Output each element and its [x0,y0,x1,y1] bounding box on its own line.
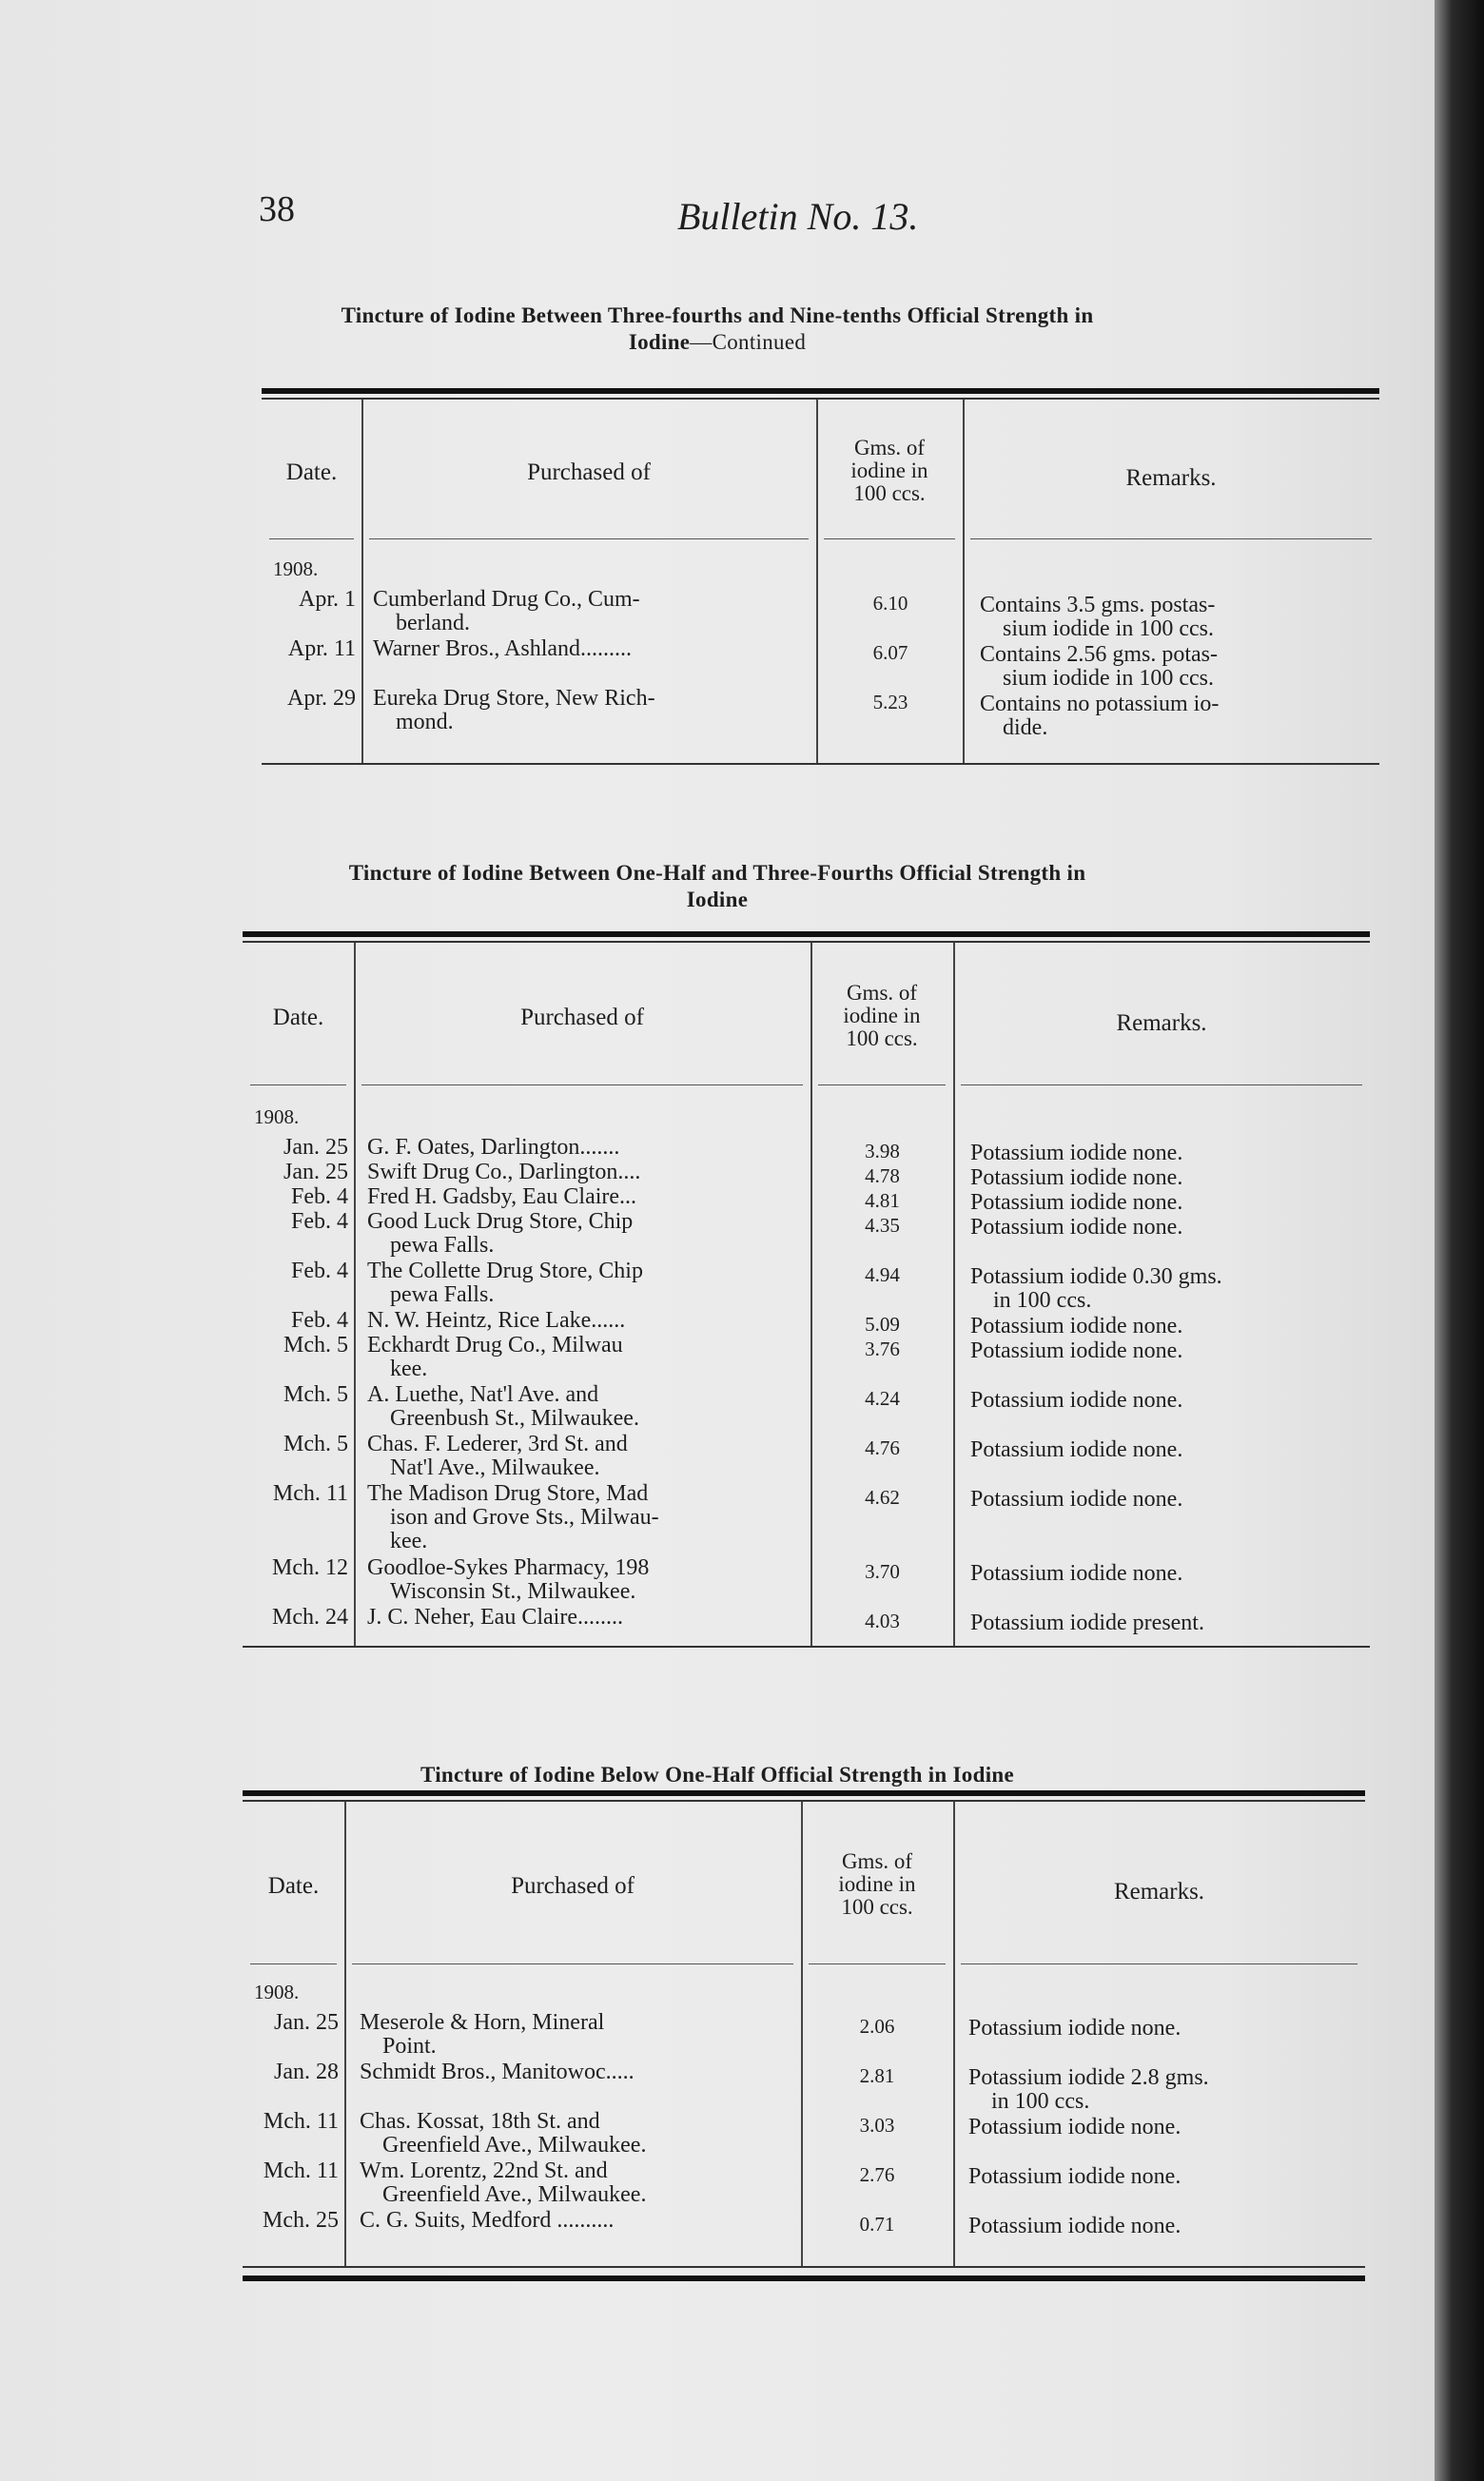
remarks-text: Potassium iodide none. [970,1314,1183,1338]
row-remarks [968,2116,1368,2139]
column-header-remarks: Remarks. [1113,1879,1205,1905]
remarks-continued: dide. [1003,715,1048,740]
page-number: 38 [259,189,295,229]
purchased-continued: Greenbush St., Milwaukee. [390,1406,639,1431]
row-date: Jan. 25 [283,1135,348,1160]
row-remarks [980,594,1379,641]
purchased-continued: Wisconsin St., Milwaukee. [390,1579,636,1604]
row-remarks [968,2165,1368,2189]
row-gms-iodine: 4.24 [865,1387,900,1410]
row-gms-iodine: 5.09 [865,1313,900,1336]
remarks-text: Potassium iodide none. [970,1165,1183,1190]
purchased-continued: pewa Falls. [390,1233,495,1258]
header-underline [961,1963,1357,1964]
row-date: Mch. 12 [272,1555,348,1580]
table-title-line: Tincture of Iodine Between One-Half and Three-Fourths Official Strength in [348,861,1086,885]
row-purchased-of [373,637,810,661]
purchased-text: Eureka Drug Store, New Rich- [373,686,655,711]
row-purchased-of [367,1334,805,1381]
row-gms-iodine: 2.06 [859,2015,895,2038]
gms-header-line: Gms. of [846,980,918,1005]
row-purchased-of [367,1606,805,1630]
row-date: Mch. 25 [263,2208,339,2233]
purchased-text: Swift Drug Co., Darlington.... [367,1160,641,1184]
row-date: Apr. 11 [287,636,356,661]
header-underline [352,1963,793,1964]
purchased-text: C. G. Suits, Medford .......... [360,2208,615,2233]
gms-header-line: Gms. of [841,1849,913,1873]
header-underline [824,538,955,539]
remarks-continued: sium iodide in 100 ccs. [1003,616,1214,641]
row-purchased-of [373,588,810,635]
purchased-continued: berland. [396,611,470,635]
column-divider [953,1802,955,2266]
header-underline [250,1084,346,1085]
row-gms-iodine: 2.76 [859,2163,895,2186]
column-header-gms [801,1850,953,1919]
header-underline [269,538,354,539]
purchased-continued: mond. [396,710,454,734]
remarks-text: Potassium iodide none. [968,2016,1181,2041]
gms-header-line: 100 ccs. [853,481,926,505]
row-remarks [970,1265,1370,1313]
remarks-text: Potassium iodide none. [970,1190,1183,1215]
gms-header-line: iodine in [850,459,928,482]
table-top-thin-rule [243,1800,1365,1802]
year-label: 1908. [254,1105,300,1128]
row-gms-iodine: 4.78 [865,1164,900,1187]
purchased-text: Eckhardt Drug Co., Milwau [367,1333,623,1358]
row-remarks [980,643,1379,691]
row-purchased-of [367,1161,805,1184]
remarks-text: Potassium iodide none. [970,1338,1183,1363]
purchased-continued: ison and Grove Sts., Milwau- [390,1505,659,1530]
remarks-text: Potassium iodide 0.30 gms. [970,1264,1222,1289]
remarks-text: Contains no potassium io- [980,692,1220,716]
row-date: Jan. 28 [274,2060,339,2084]
header-underline [970,538,1372,539]
book-spine-shadow [1435,0,1484,2481]
column-header-date: Date. [272,1004,324,1030]
table-section [0,860,1435,1665]
row-date: Feb. 4 [291,1209,348,1234]
table-bottom-rule [243,2266,1365,2268]
row-gms-iodine: 4.35 [865,1214,900,1237]
row-gms-iodine: 4.62 [865,1486,900,1509]
purchased-text: Schmidt Bros., Manitowoc..... [360,2060,635,2084]
row-gms-iodine: 4.03 [865,1610,900,1632]
remarks-text: Potassium iodide 2.8 gms. [968,2065,1209,2090]
column-header-purchased: Purchased of [527,459,651,485]
purchased-text: Goodloe-Sykes Pharmacy, 198 [367,1555,650,1580]
column-divider [953,943,955,1646]
purchased-text: A. Luethe, Nat'l Ave. and [367,1382,599,1407]
column-header-purchased: Purchased of [520,1004,644,1030]
table-bottom-rule [243,1646,1370,1648]
row-date: Feb. 4 [291,1184,348,1209]
table-top-rule [262,388,1379,394]
remarks-text: Potassium iodide none. [970,1561,1183,1586]
table-bottom-rule [262,763,1379,765]
row-purchased-of [360,2011,797,2059]
row-gms-iodine: 5.23 [872,691,908,713]
remarks-text: Potassium iodide none. [968,2164,1181,2189]
purchased-continued: Greenfield Ave., Milwaukee. [382,2182,647,2207]
purchased-text: Meserole & Horn, Mineral [360,2010,605,2035]
header-underline [818,1084,946,1085]
header-underline [369,538,809,539]
purchased-continued: Nat'l Ave., Milwaukee. [390,1455,600,1480]
header-underline [361,1084,803,1085]
table-title-line [0,329,1435,356]
row-date: Mch. 5 [283,1432,348,1456]
purchased-text: Cumberland Drug Co., Cum- [373,587,640,612]
column-header-purchased: Purchased of [511,1873,635,1899]
remarks-text: Potassium iodide present. [970,1611,1204,1635]
column-header-gms [810,982,953,1050]
remarks-text: Potassium iodide none. [970,1141,1183,1165]
row-remarks [970,1315,1370,1338]
row-purchased-of [373,687,810,734]
remarks-text: Potassium iodide none. [970,1487,1183,1512]
purchased-continued: pewa Falls. [390,1282,495,1307]
row-date: Mch. 5 [283,1333,348,1358]
table-title [0,1762,1435,1788]
row-remarks [970,1166,1370,1190]
column-divider [963,400,965,763]
gms-header-line: iodine in [838,1872,916,1896]
purchased-text: Chas. Kossat, 18th St. and [360,2109,600,2134]
row-gms-iodine: 4.76 [865,1436,900,1459]
table-title-line: Tincture of Iodine Below One-Half Official Strength in Iodine [420,1763,1014,1787]
row-purchased-of [360,2159,797,2207]
row-purchased-of [360,2061,797,2084]
year-label: 1908. [273,557,319,580]
year-label: 1908. [254,1981,300,2003]
header-underline [250,1963,337,1964]
column-divider [344,1802,346,2266]
row-purchased-of [360,2209,797,2233]
header-underline [809,1963,946,1964]
remarks-continued: sium iodide in 100 ccs. [1003,666,1214,691]
row-remarks [970,1142,1370,1165]
remarks-continued: in 100 ccs. [991,2089,1090,2114]
row-purchased-of [367,1136,805,1160]
purchased-text: G. F. Oates, Darlington....... [367,1135,620,1160]
row-date: Mch. 11 [263,2109,339,2134]
row-remarks [970,1389,1370,1413]
row-gms-iodine: 3.76 [865,1338,900,1360]
remarks-text: Potassium iodide none. [970,1437,1183,1462]
remarks-text: Contains 3.5 gms. postas- [980,593,1216,617]
purchased-text: The Collette Drug Store, Chip [367,1259,643,1283]
column-header-remarks: Remarks. [1125,465,1217,491]
row-purchased-of [367,1433,805,1480]
row-remarks [970,1562,1370,1586]
row-gms-iodine: 6.07 [872,641,908,664]
table-title-continued: —Continued [690,330,807,354]
purchased-text: Wm. Lorentz, 22nd St. and [360,2159,608,2183]
purchased-text: Good Luck Drug Store, Chip [367,1209,634,1234]
row-date: Jan. 25 [274,2010,339,2035]
row-remarks [970,1216,1370,1240]
table-bottom-thick-rule [243,2276,1365,2281]
row-remarks [970,1488,1370,1512]
table-top-rule [243,931,1370,937]
header-underline [961,1084,1362,1085]
row-date: Jan. 25 [283,1160,348,1184]
column-divider [361,400,363,763]
table-top-rule [243,1790,1365,1796]
row-date: Mch. 24 [272,1605,348,1630]
row-purchased-of [367,1383,805,1431]
row-remarks [968,2017,1368,2041]
table-title-line [0,887,1435,913]
purchased-text: Fred H. Gadsby, Eau Claire... [367,1184,637,1209]
row-purchased-of [367,1210,805,1258]
gms-header-line: Gms. of [853,436,926,459]
remarks-continued: in 100 ccs. [993,1288,1092,1313]
column-header-date: Date. [267,1873,320,1899]
row-date: Mch. 11 [272,1481,348,1506]
purchased-text: N. W. Heintz, Rice Lake...... [367,1308,626,1333]
row-purchased-of [367,1556,805,1604]
table-top-thin-rule [243,941,1370,943]
row-date: Apr. 1 [299,587,356,612]
table-section [0,303,1435,782]
row-gms-iodine: 6.10 [872,592,908,615]
table-title [0,303,1435,356]
purchased-text: Warner Bros., Ashland......... [373,636,633,661]
row-remarks [970,1339,1370,1363]
table-section [0,1762,1435,2285]
purchased-continued: Greenfield Ave., Milwaukee. [382,2133,647,2158]
row-remarks [968,2215,1368,2238]
table-title [0,860,1435,913]
purchased-text: J. C. Neher, Eau Claire........ [367,1605,623,1630]
row-gms-iodine: 4.81 [865,1189,900,1212]
table-title-word: Iodine [628,330,691,354]
remarks-text: Potassium iodide none. [968,2115,1181,2139]
page-header [0,188,1435,245]
purchased-continued: Point. [382,2034,437,2059]
gms-header-line: 100 ccs. [841,1895,913,1919]
column-header-date: Date. [285,459,338,485]
purchased-continued: kee. [390,1357,428,1381]
column-header-gms [816,437,963,505]
remarks-text: Potassium iodide none. [968,2214,1181,2238]
row-remarks [970,1612,1370,1635]
gms-header-line: iodine in [843,1003,921,1027]
purchased-text: The Madison Drug Store, Mad [367,1481,649,1506]
row-date: Mch. 11 [263,2159,339,2183]
row-gms-iodine: 3.98 [865,1140,900,1162]
row-gms-iodine: 4.94 [865,1263,900,1286]
table-title-word: Iodine [686,888,749,911]
purchased-continued: kee. [390,1529,428,1553]
row-purchased-of [367,1309,805,1333]
row-purchased-of [367,1482,805,1553]
purchased-text: Chas. F. Lederer, 3rd St. and [367,1432,628,1456]
row-purchased-of [360,2110,797,2158]
row-gms-iodine: 3.03 [859,2114,895,2137]
row-date: Apr. 29 [287,686,356,711]
running-head: Bulletin No. 13. [677,195,919,238]
row-purchased-of [367,1260,805,1307]
row-remarks [968,2066,1368,2114]
row-date: Feb. 4 [291,1308,348,1333]
row-remarks [970,1438,1370,1462]
gms-header-line: 100 ccs. [846,1026,918,1050]
row-gms-iodine: 0.71 [859,2213,895,2236]
column-divider [354,943,356,1646]
row-gms-iodine: 3.70 [865,1560,900,1583]
remarks-text: Potassium iodide none. [970,1215,1183,1240]
row-purchased-of [367,1185,805,1209]
row-date: Mch. 5 [283,1382,348,1407]
remarks-text: Contains 2.56 gms. potas- [980,642,1218,667]
row-date: Feb. 4 [291,1259,348,1283]
table-title-line: Tincture of Iodine Between Three-fourths and Nine-tenths Official Strength in [341,303,1094,327]
table-top-thin-rule [262,398,1379,400]
remarks-text: Potassium iodide none. [970,1388,1183,1413]
row-gms-iodine: 2.81 [859,2064,895,2087]
column-header-remarks: Remarks. [1116,1009,1207,1036]
row-remarks [970,1191,1370,1215]
row-remarks [980,693,1379,740]
